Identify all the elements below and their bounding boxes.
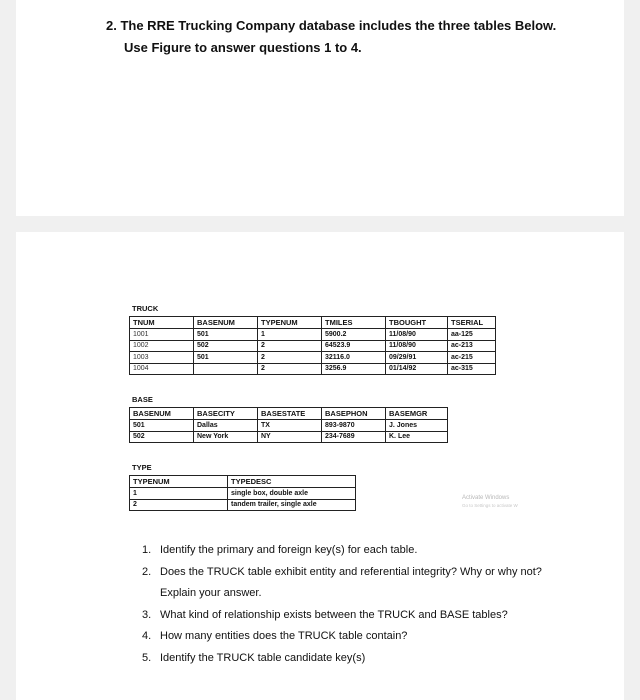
truck-header-cell: TNUM <box>130 317 194 329</box>
type-cell: tandem trailer, single axle <box>228 499 356 511</box>
truck-cell: ac-213 <box>448 340 496 352</box>
base-header-cell: BASEMGR <box>386 408 448 420</box>
truck-header-cell: TSERIAL <box>448 317 496 329</box>
base-header-cell: BASEPHON <box>322 408 386 420</box>
table-row <box>130 420 448 432</box>
base-table <box>129 407 448 443</box>
list-item <box>142 605 562 627</box>
truck-cell: aa-125 <box>448 329 496 341</box>
type-header-cell: TYPEDESC <box>228 476 356 488</box>
type-header-cell: TYPENUM <box>130 476 228 488</box>
list-item <box>142 648 562 670</box>
activate-windows-watermark <box>462 495 518 509</box>
truck-cell: 01/14/92 <box>386 363 448 375</box>
truck-cell <box>194 363 258 375</box>
table-row <box>130 431 448 443</box>
truck-header-cell: TBOUGHT <box>386 317 448 329</box>
base-cell: J. Jones <box>386 420 448 432</box>
base-cell: K. Lee <box>386 431 448 443</box>
table-row <box>130 488 356 500</box>
question-number: 5. <box>142 651 152 664</box>
list-item <box>142 540 562 562</box>
truck-cell: 11/08/90 <box>386 329 448 341</box>
table-row <box>130 329 496 341</box>
truck-cell: 2 <box>258 340 322 352</box>
figure-card <box>16 232 624 700</box>
truck-header-row <box>130 317 496 329</box>
type-table-label: TYPE <box>132 463 152 472</box>
truck-table-label: TRUCK <box>132 304 159 313</box>
base-header-cell: BASENUM <box>130 408 194 420</box>
truck-cell: 1002 <box>130 340 194 352</box>
base-cell: TX <box>258 420 322 432</box>
type-cell: 2 <box>130 499 228 511</box>
truck-cell: ac-215 <box>448 352 496 364</box>
base-cell: New York <box>194 431 258 443</box>
base-header-cell: BASECITY <box>194 408 258 420</box>
base-cell: 234-7689 <box>322 431 386 443</box>
truck-cell: 1004 <box>130 363 194 375</box>
question-instruction: Use Figure to answer questions 1 to 4. <box>124 40 362 55</box>
base-cell: 502 <box>130 431 194 443</box>
truck-cell: 2 <box>258 363 322 375</box>
base-cell: Dallas <box>194 420 258 432</box>
truck-header-cell: TYPENUM <box>258 317 322 329</box>
truck-cell: 501 <box>194 329 258 341</box>
question-text: What kind of relationship exists between the TRUCK and BASE tables? <box>160 608 508 621</box>
truck-cell: 501 <box>194 352 258 364</box>
question-text: Identify the TRUCK table candidate key(s) <box>160 651 366 664</box>
truck-cell: 1001 <box>130 329 194 341</box>
base-cell: NY <box>258 431 322 443</box>
watermark-subtitle: Go to Settings to activate W <box>462 503 518 508</box>
truck-table <box>129 316 496 375</box>
truck-cell: 2 <box>258 352 322 364</box>
question-number: 2. <box>142 565 152 578</box>
table-row <box>130 340 496 352</box>
base-cell: 893-9870 <box>322 420 386 432</box>
truck-cell: 502 <box>194 340 258 352</box>
truck-cell: 32116.0 <box>322 352 386 364</box>
type-cell: single box, double axle <box>228 488 356 500</box>
question-text: How many entities does the TRUCK table contain? <box>160 630 408 642</box>
truck-cell: 09/29/91 <box>386 352 448 364</box>
question-text: Does the TRUCK table exhibit entity and referential integrity? Why or why not? Explain your answer. <box>160 565 542 599</box>
truck-cell: 1 <box>258 329 322 341</box>
question-number: 1. <box>142 544 152 556</box>
questions-list <box>142 540 562 669</box>
truck-cell: 11/08/90 <box>386 340 448 352</box>
table-row <box>130 499 356 511</box>
question-text: Identify the primary and foreign key(s) for each table. <box>160 544 418 556</box>
base-header-cell: BASESTATE <box>258 408 322 420</box>
base-header-row <box>130 408 448 420</box>
type-table <box>129 475 356 511</box>
table-row <box>130 363 496 375</box>
question-heading: 2. The RRE Trucking Company database includes the three tables Below. <box>106 18 557 33</box>
list-item <box>142 562 562 605</box>
table-row <box>130 352 496 364</box>
truck-header-cell: TMILES <box>322 317 386 329</box>
type-cell: 1 <box>130 488 228 500</box>
base-cell: 501 <box>130 420 194 432</box>
list-item <box>142 626 562 648</box>
truck-cell: 64523.9 <box>322 340 386 352</box>
type-header-row <box>130 476 356 488</box>
truck-cell: ac-315 <box>448 363 496 375</box>
truck-header-cell: BASENUM <box>194 317 258 329</box>
question-number: 4. <box>142 630 152 642</box>
question-number: 3. <box>142 608 152 621</box>
truck-cell: 1003 <box>130 352 194 364</box>
truck-cell: 5900.2 <box>322 329 386 341</box>
truck-cell: 3256.9 <box>322 363 386 375</box>
base-table-label: BASE <box>132 395 153 404</box>
watermark-title: Activate Windows <box>462 495 510 501</box>
question-card <box>16 0 624 216</box>
